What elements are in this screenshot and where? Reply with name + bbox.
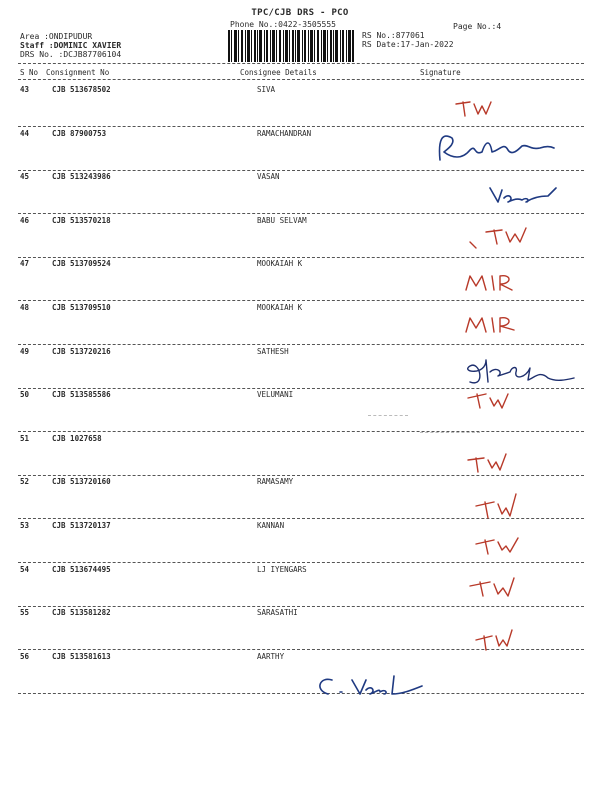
- signature-tw: [456, 102, 491, 116]
- consignee-name: SARASATHI: [257, 608, 298, 617]
- row-divider: [18, 344, 584, 345]
- column-header-divider: [18, 79, 584, 80]
- table-row: [0, 85, 600, 95]
- rs-number: RS No.:877061: [362, 31, 425, 40]
- consignee-name: AARTHY: [257, 652, 285, 661]
- serial-number: 50: [20, 390, 30, 399]
- signature-tw: [470, 228, 526, 248]
- table-row: [0, 477, 600, 487]
- area-label: Area :ONDIPUDUR: [20, 32, 93, 41]
- consignment-number: CJB 513720160: [52, 477, 111, 486]
- row-divider: [18, 693, 584, 694]
- consignment-number: CJB 513243986: [52, 172, 111, 181]
- serial-number: 44: [20, 129, 30, 138]
- consignment-number: CJB 513678502: [52, 85, 111, 94]
- consignee-name: MOOKAIAH K: [257, 303, 303, 312]
- consignment-number: CJB 513709510: [52, 303, 111, 312]
- serial-number: 53: [20, 521, 30, 530]
- consignment-number: CJB 513581613: [52, 652, 111, 661]
- drs-number: DRS No. :DCJB87706104: [20, 50, 122, 59]
- signature-tw: [468, 454, 506, 472]
- barcode-image: [228, 30, 354, 62]
- table-row: [0, 129, 600, 139]
- consignee-name: VELUMANI: [257, 390, 294, 399]
- row-divider: [18, 649, 584, 650]
- table-row: [0, 608, 600, 618]
- row-divider: [18, 300, 584, 301]
- header-divider: [18, 63, 584, 64]
- row-divider: [18, 388, 584, 389]
- serial-number: 47: [20, 259, 30, 268]
- row-divider: [18, 213, 584, 214]
- signature-tw: [470, 578, 514, 596]
- consignment-number: CJB 513709524: [52, 259, 111, 268]
- consignee-name: BABU SELVAM: [257, 216, 307, 225]
- consignment-number: CJB 87900753: [52, 129, 107, 138]
- table-row: [0, 390, 600, 400]
- column-header-consignment: Consignment No: [46, 68, 110, 77]
- consignee-name: RAMACHANDRAN: [257, 129, 312, 138]
- staff-label: Staff :DOMINIC XAVIER: [20, 41, 122, 50]
- signature-tw: [476, 630, 512, 650]
- table-row: [0, 347, 600, 357]
- document-title: TPC/CJB DRS - PCO: [251, 8, 349, 18]
- page-number: Page No.:4: [453, 22, 502, 31]
- consignment-number: CJB 513674495: [52, 565, 111, 574]
- column-header-signature: Signature: [420, 68, 461, 77]
- signature-mir: [466, 318, 514, 332]
- row-divider: [18, 431, 584, 432]
- table-row: [0, 172, 600, 182]
- row-divider: [18, 257, 584, 258]
- consignee-name: KANNAN: [257, 521, 285, 530]
- column-header-consignee: Consignee Details: [240, 68, 317, 77]
- signature-sathesh: [468, 360, 574, 383]
- table-row: [0, 216, 600, 226]
- table-row: [0, 652, 600, 662]
- table-row: [0, 565, 600, 575]
- phone-number: Phone No.:0422-3505555: [230, 20, 336, 29]
- row-divider: [18, 562, 584, 563]
- serial-number: 46: [20, 216, 30, 225]
- consignment-number: CJB 1027658: [52, 434, 102, 443]
- scan-mark: [368, 415, 408, 416]
- signature-c-vaal: [320, 676, 422, 694]
- serial-number: 54: [20, 565, 30, 574]
- row-divider: [18, 518, 584, 519]
- signature-ramachandran: [440, 136, 555, 160]
- consignee-name: SIVA: [257, 85, 276, 94]
- consignment-number: CJB 513720137: [52, 521, 111, 530]
- table-row: [0, 259, 600, 269]
- serial-number: 51: [20, 434, 30, 443]
- serial-number: 49: [20, 347, 30, 356]
- consignment-number: CJB 513581282: [52, 608, 111, 617]
- rs-date: RS Date:17-Jan-2022: [362, 40, 454, 49]
- serial-number: 45: [20, 172, 30, 181]
- serial-number: 52: [20, 477, 30, 486]
- consignment-number: CJB 513570218: [52, 216, 111, 225]
- serial-number: 43: [20, 85, 30, 94]
- row-divider: [18, 170, 584, 171]
- row-divider: [18, 126, 584, 127]
- table-row: [0, 303, 600, 313]
- consignee-name: LJ IYENGARS: [257, 565, 307, 574]
- consignment-number: CJB 513720216: [52, 347, 111, 356]
- row-divider: [18, 606, 584, 607]
- consignee-name: RAMASAMY: [257, 477, 294, 486]
- signature-mir: [466, 276, 512, 290]
- scan-mark: [420, 432, 480, 433]
- table-row: [0, 434, 600, 444]
- column-header-sno: S No: [20, 68, 39, 77]
- signature-vasan: [490, 188, 556, 202]
- serial-number: 48: [20, 303, 30, 312]
- consignee-name: SATHESH: [257, 347, 289, 356]
- serial-number: 56: [20, 652, 30, 661]
- serial-number: 55: [20, 608, 30, 617]
- consignment-number: CJB 513585586: [52, 390, 111, 399]
- table-row: [0, 521, 600, 531]
- consignee-name: MOOKAIAH K: [257, 259, 303, 268]
- signature-tw: [476, 538, 518, 554]
- row-divider: [18, 475, 584, 476]
- signature-tw: [476, 494, 516, 518]
- consignee-name: VASAN: [257, 172, 280, 181]
